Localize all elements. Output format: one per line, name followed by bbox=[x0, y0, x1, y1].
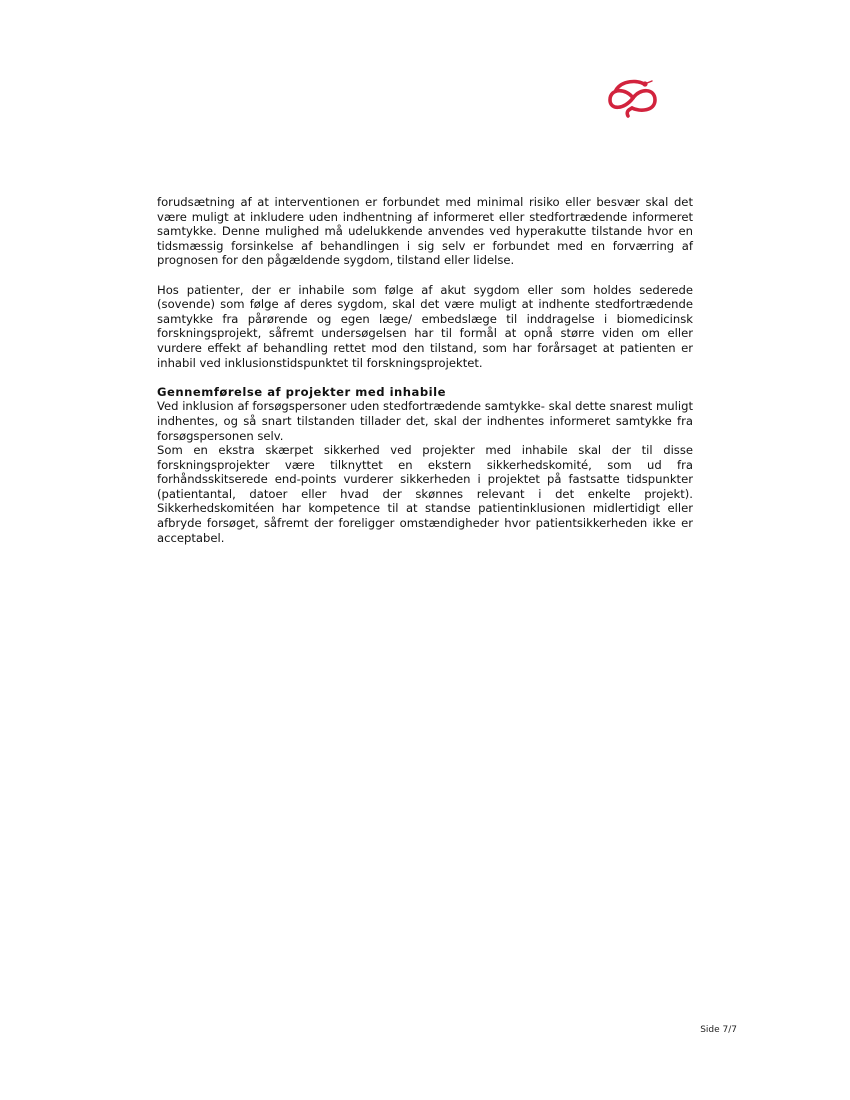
serpent-logo-icon bbox=[604, 76, 660, 118]
section-paragraph: Som en ekstra skærpet sikkerhed ved projekter med inhabile skal der til disse forskningsprojekter være tilknyttet en ekstern sikkerhedskomité, som ud fra forhåndsskitserede end-points vurderer sikkerheden i projektet på fastsatte tidspunkter (patientantal, datoer eller hvad der skønnes relevant i det enkelte projekt). Sikkerhedskomitéen har kompetence til at standse patientinklusionen midlertidigt eller afbryde forsøget, såfremt der foreligger omstændigheder hvor patientsikkerheden ikke er acceptabel. bbox=[157, 443, 693, 545]
paragraph: Hos patienter, der er inhabile som følge af akut sygdom eller som holdes sederede (sovende) som følge af deres sygdom, skal det være muligt at indhente stedfortrædende samtykke fra pårørende og egen læge/ embedslæge til inddragelse i biomedicinsk forskningsprojekt, såfremt undersøgelsen har til formål at opnå større viden om eller vurdere effekt af behandling rettet mod den tilstand, som har forårsaget at patienten er inhabil ved inklusionstidspunktet til forskningsprojektet. bbox=[157, 282, 693, 370]
page-number: Side 7/7 bbox=[700, 1025, 737, 1035]
document-body bbox=[157, 195, 693, 545]
section-paragraph: Ved inklusion af forsøgspersoner uden stedfortrædende samtykke- skal dette snarest muligt indhentes, og så snart tilstanden tillader det, skal der indhentes informeret samtykke fra forsøgspersonen selv. bbox=[157, 399, 693, 443]
section-heading: Gennemførelse af projekter med inhabile bbox=[157, 384, 446, 399]
paragraph-spacer bbox=[157, 370, 693, 385]
paragraph-spacer bbox=[157, 268, 693, 283]
paragraph: forudsætning af at interventionen er forbundet med minimal risiko eller besvær skal det være muligt at inkludere uden indhentning af informeret eller stedfortrædende informeret samtykke. Denne mulighed må udelukkende anvendes ved hyperakutte tilstande hvor en tidsmæssig forsinkelse af behandlingen i sig selv er forbundet med en forværring af prognosen for den pågældende sygdom, tilstand eller lidelse. bbox=[157, 195, 693, 268]
